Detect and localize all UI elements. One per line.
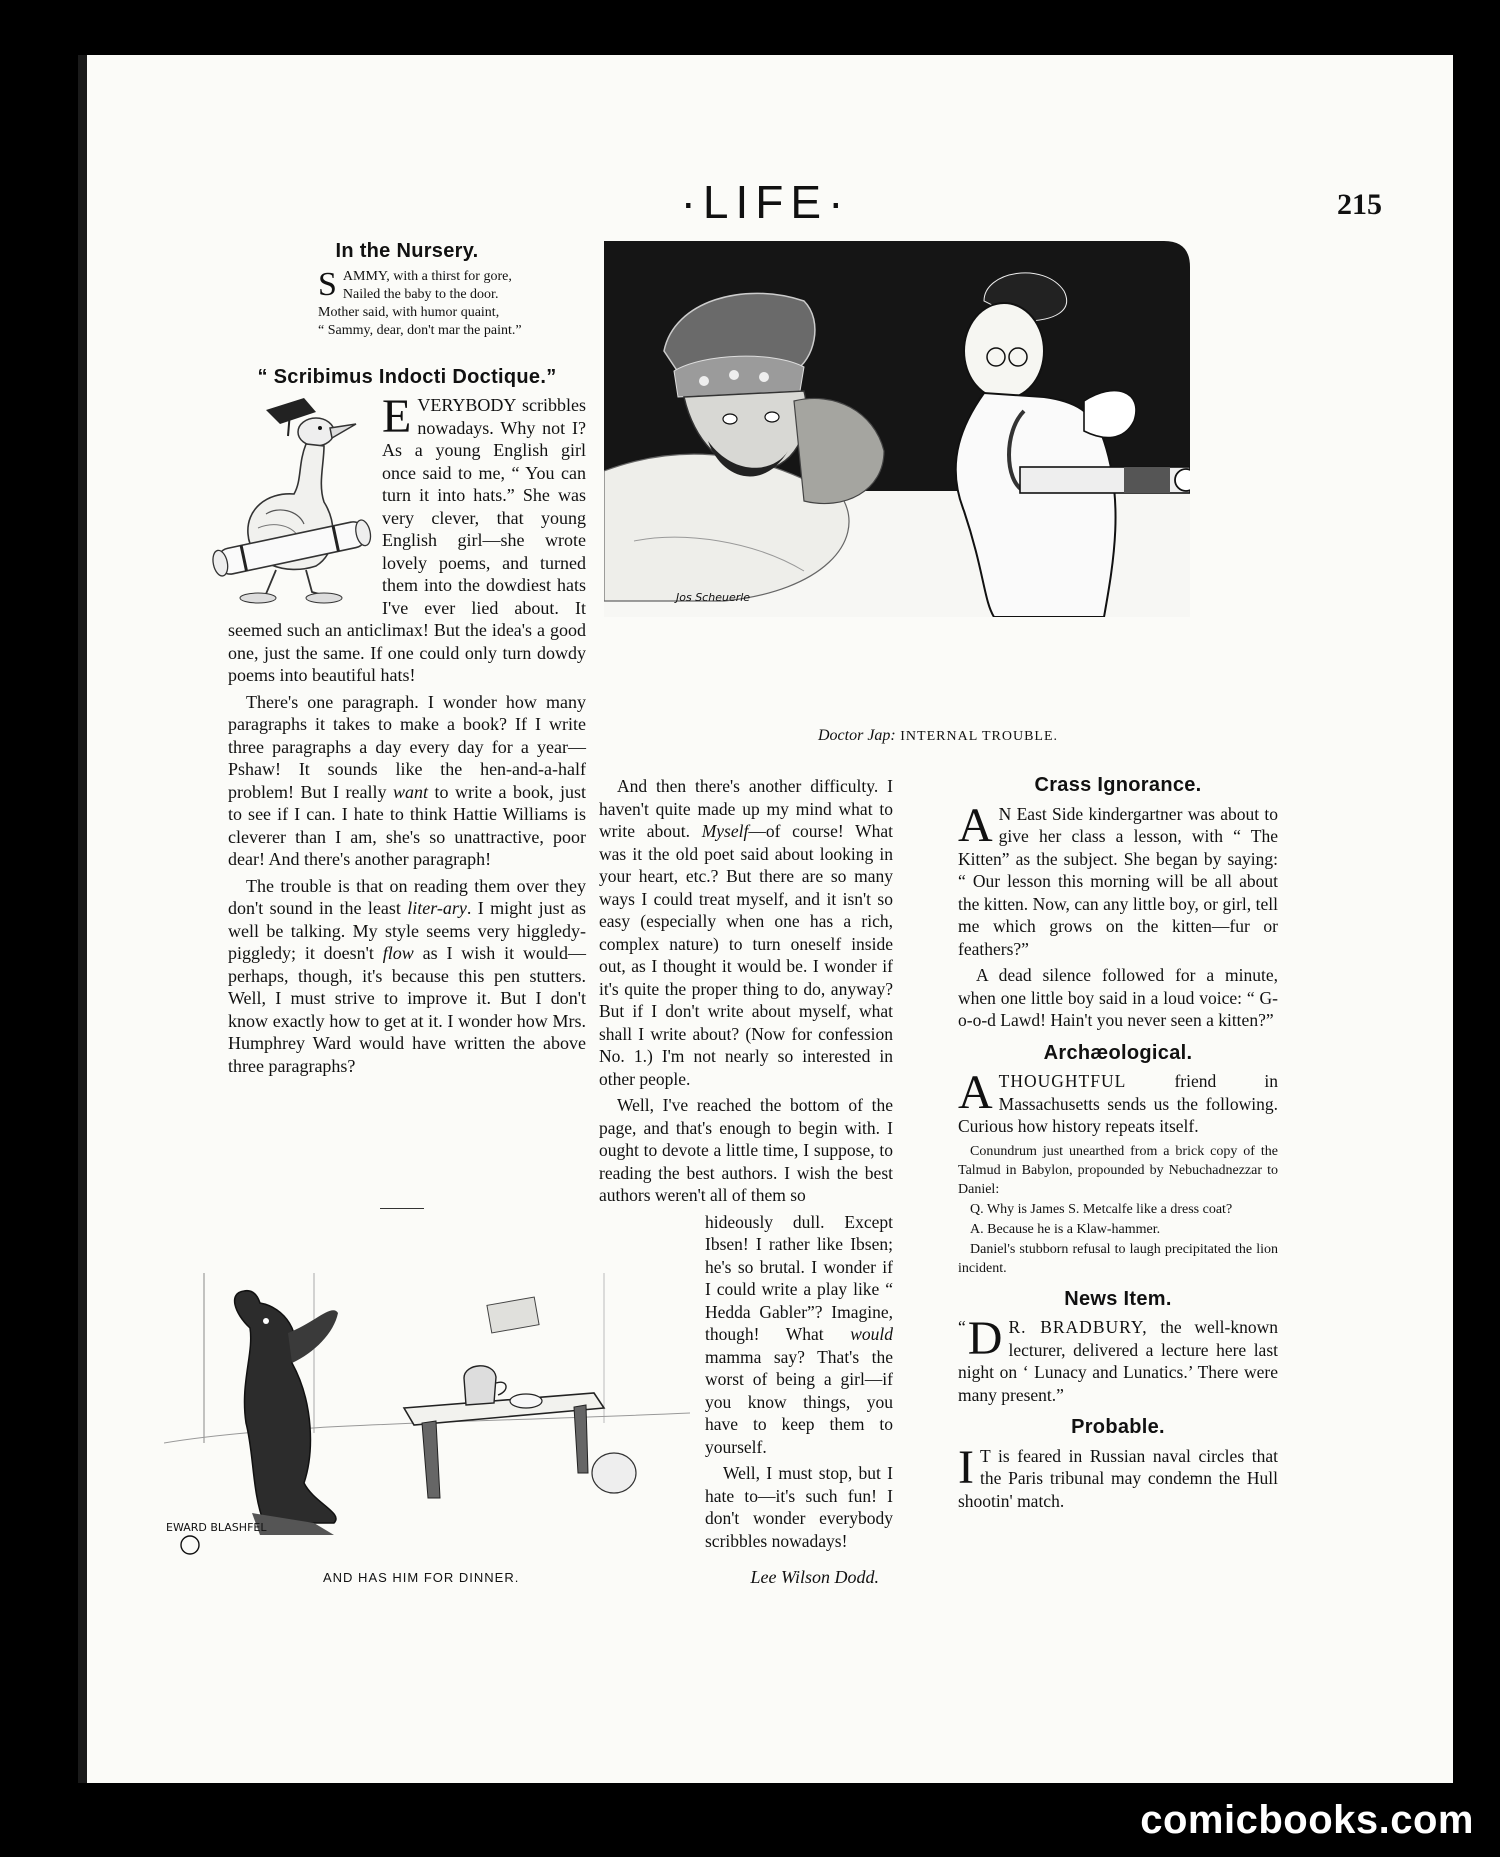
left-column	[228, 240, 586, 1081]
scribimus-paragraph-3a: The trouble is that on reading them over they don't sound in the least	[228, 875, 586, 918]
poem-line-3: Mother said, with humor quaint,	[318, 305, 500, 320]
scribimus-paragraph-4b: —of course! What was it the old poet said about looking in your heart, etc.? But there are so many ways I could treat myself, and it isn't so easy (especially when one has a rich, complex nature) to turn oneself inside out, as I thought it would be. I wonder if it's quite the proper thing to do, anyway? But if I don't write about myself, what shall I write about? (Now for confession No. 1.) I'm not nearly so interested in other people.	[599, 821, 893, 1089]
masthead: ·LIFE·	[680, 176, 851, 228]
duck-scholar-illustration	[206, 394, 378, 609]
crass-paragraph-2: A dead silence followed for a minute, when one little boy said in a loud voice: “ G-o-o-d Lawd! Hain't you never seen a kitten?”	[958, 965, 1278, 1030]
note-3: A. Because he is a Klaw-hammer.	[970, 1221, 1161, 1237]
archaeological-title: Archæological.	[1043, 1041, 1193, 1064]
news-dropcap: D	[967, 1312, 1003, 1365]
scribimus-paragraph-6: Well, I must stop, but I hate to—it's such fun! I don't wonder everybody scribbles nowadays!	[705, 1463, 893, 1551]
top-cartoon-caption	[818, 727, 1058, 745]
scribimus-dropcap: E	[382, 390, 412, 443]
author-signature: Lee Wilson Dodd.	[750, 1567, 879, 1587]
nursery-title: In the Nursery.	[335, 240, 479, 262]
crass-dropcap: A	[958, 798, 993, 852]
scribimus-paragraph-4a: And then there's another difficulty. I haven't quite made up my mind what to write about.	[599, 776, 893, 841]
poem-line-2: Nailed the baby to the door.	[342, 287, 499, 302]
nursery-dropcap: S	[318, 266, 337, 303]
scribimus-paragraph-5-cont-b: mamma say? That's the worst of being a girl—if you know things, you have to keep them to yourself.	[705, 1346, 893, 1457]
nursery-poem	[318, 268, 586, 340]
page-binding-edge	[78, 55, 87, 1783]
scribimus-paragraph-1: VERYBODY scribbles nowadays. Why not I? As a young English girl once said to me, “ You can turn it into hats.” She was very clever, that young English girl—she wrote lovely poems, and turned them into the dowdiest hats I've ever lied about. It seemed such an anticlimax! But the idea's a good one, just the same. If one could only turn dowdy poems into beautiful hats!	[228, 395, 586, 685]
scribimus-title: “ Scribimus Indocti Doctique.”	[257, 366, 557, 388]
page-number: 215	[1337, 188, 1382, 221]
column-divider-rule	[380, 1208, 424, 1209]
scribimus-paragraph-2a: There's one paragraph. I wonder how many paragraphs it takes to make a book? If I write three paragraphs a day every day for a year—Pshaw! It sounds like the hen-and-a-half problem! But I really	[228, 691, 586, 802]
scribimus-paragraph-5: Well, I've reached the bottom of the page, and that's enough to begin with. I ought to devote a little time, I suppose, to reading the best authors. I wish the best authors weren't all of them so	[599, 1095, 893, 1205]
archaeological-note	[958, 1142, 1278, 1278]
note-4: Daniel's stubborn refusal to laugh precipitated the lion incident.	[958, 1241, 1278, 1276]
crass-title: Crass Ignorance.	[1034, 774, 1202, 796]
archaeological-paragraph-1: friend in Massachusetts sends us the following. Curious how history repeats itself.	[958, 1071, 1278, 1136]
right-column	[958, 774, 1278, 1516]
scribimus-paragraph-5-cont-a: hideously dull. Except Ibsen! I rather like Ibsen; he's so brutal. I wonder if I could write a play like “ Hedda Gabler”? Imagine, though! What	[705, 1211, 893, 1344]
bottom-cartoon-signature: EWARD BLASHFEL	[166, 1521, 267, 1534]
doctor-jap-cartoon	[604, 241, 1190, 617]
scribimus-paragraph-3c: as I wish it would—perhaps, though, it's because this pen stutters. Well, I must strive to improve it. But I don't know exactly how to get at it. I wonder how Mrs. Humphrey Ward would have written the above three paragraphs?	[228, 943, 586, 1076]
probable-dropcap: I	[958, 1440, 974, 1494]
poem-line-1: AMMY, with a thirst for gore,	[342, 269, 512, 284]
scribimus-paragraph-2b: to write a book, just to see if I can. I hate to think Hattie Williams is cleverer than I am, she's so unattractive, poor dear! And there's another paragraph!	[228, 781, 586, 869]
probable-paragraph-1: T is feared in Russian naval circles that the Paris tribunal may condemn the Hull shootin' match.	[958, 1445, 1278, 1511]
poem-line-4: “ Sammy, dear, don't mar the paint.”	[318, 323, 522, 338]
caption-text: INTERNAL TROUBLE.	[900, 729, 1059, 744]
probable-title: Probable.	[1071, 1416, 1165, 1438]
scribimus-emphasis-would: would	[850, 1324, 893, 1344]
scribimus-emphasis-flow: flow	[382, 943, 414, 963]
bottom-cartoon-caption: AND HAS HIM FOR DINNER.	[323, 1570, 520, 1585]
caption-label: Doctor Jap:	[818, 727, 896, 744]
note-2: Q. Why is James S. Metcalfe like a dress coat?	[970, 1201, 1233, 1217]
watermark: comicbooks.com	[1140, 1798, 1474, 1842]
crass-paragraph-1: N East Side kindergartner was about to give her class a lesson, with “ The Kitten” as the subject. She began by saying: “ Our lesson this morning will be all about the kitten. Now, can any little boy, or girl, tell me which grows on the kitten—fur or feathers?”	[958, 803, 1278, 959]
bear-dinner-cartoon	[164, 1273, 690, 1558]
archaeological-first-word: THOUGHTFUL	[998, 1071, 1127, 1091]
scribimus-emphasis-literary: liter-ary	[407, 898, 467, 918]
news-paragraph-1: the well-known lecturer, delivered a lecture here last night on ‘ Lunacy and Lunatics.’ There were many present.”	[958, 1317, 1278, 1405]
archaeological-dropcap: A	[958, 1066, 993, 1119]
top-cartoon-signature: Jos Scheuerle	[676, 591, 751, 604]
scribimus-emphasis-myself: Myself	[701, 821, 749, 841]
scribimus-emphasis-want: want	[392, 781, 428, 802]
news-first-word: R. BRADBURY,	[1008, 1317, 1148, 1337]
news-open-quote: “	[958, 1317, 966, 1337]
note-1: Conundrum just unearthed from a brick copy of the Talmud in Babylon, propounded by Nebuchadnezzar to Daniel:	[958, 1143, 1278, 1197]
magazine-page	[78, 55, 1453, 1783]
news-title: News Item.	[1064, 1287, 1172, 1310]
scribimus-paragraph-3b: . I might just as well be talking. My style seems very higgledy-piggledy; it doesn't	[228, 898, 586, 963]
